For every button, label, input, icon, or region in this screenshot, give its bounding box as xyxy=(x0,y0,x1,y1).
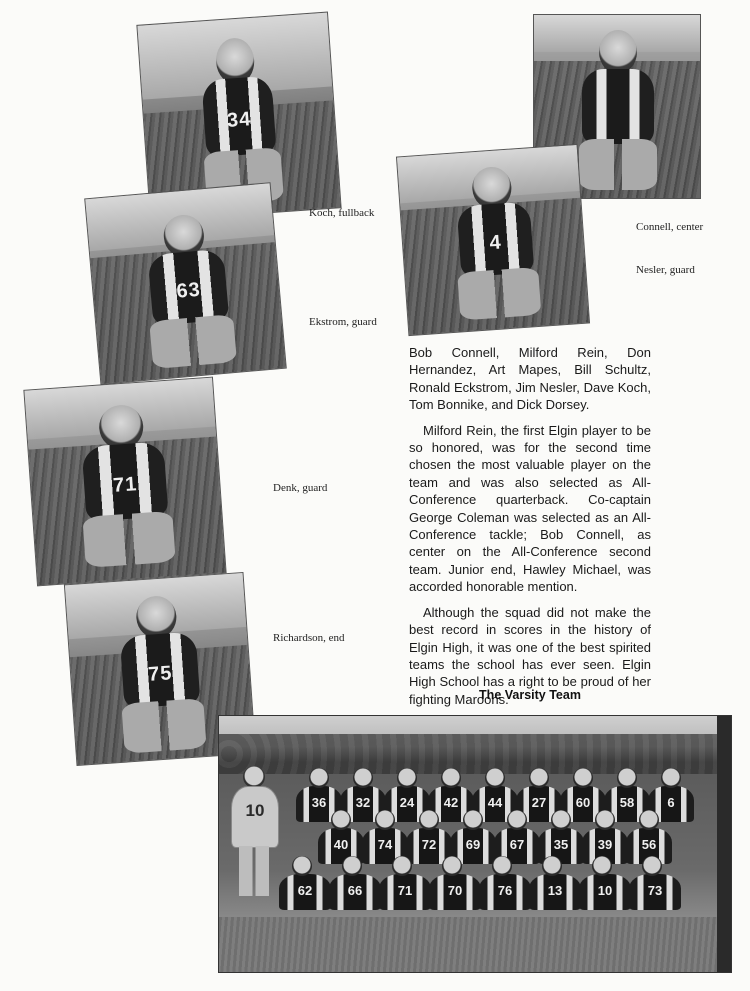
ekstrom-jersey-number: 63 xyxy=(175,279,202,304)
connell-caption: Connell, center xyxy=(636,221,704,233)
jersey-number: 58 xyxy=(619,795,635,810)
jersey xyxy=(529,874,581,910)
jersey-number: 44 xyxy=(487,795,503,810)
jersey-number: 40 xyxy=(333,837,349,852)
koch-caption: Koch, fullback xyxy=(309,207,375,219)
nesler-jersey-number: 4 xyxy=(488,231,503,255)
jersey-number: 42 xyxy=(443,795,459,810)
richardson-caption: Richardson, end xyxy=(273,632,345,644)
jersey-number: 10 xyxy=(597,883,613,898)
jersey-number: 32 xyxy=(355,795,371,810)
team-front-row xyxy=(219,874,731,910)
koch-jersey-number: 34 xyxy=(226,108,253,132)
jersey-number: 6 xyxy=(667,795,675,810)
jersey-number: 60 xyxy=(575,795,591,810)
jersey-number: 69 xyxy=(465,837,481,852)
jersey-number: 39 xyxy=(597,837,613,852)
jersey-number: 56 xyxy=(641,837,657,852)
nesler-photo xyxy=(396,144,590,336)
varsity-team-photo xyxy=(218,715,732,973)
jersey-number: 13 xyxy=(547,883,563,898)
jersey-number: 71 xyxy=(397,883,413,898)
jersey xyxy=(629,874,681,910)
coach-number: 10 xyxy=(245,801,265,820)
jersey-number: 70 xyxy=(447,883,463,898)
jersey xyxy=(279,874,331,910)
team-photo-title: The Varsity Team xyxy=(479,688,581,702)
article-paragraph-1: Bob Connell, Milford Rein, Don Hernandez, Art Mapes, Bill Schultz, Ronald Eckstrom, Jim Nesler, Dave Koch, Tom Bonnike, and Dick Dorsey. xyxy=(409,345,651,413)
article-paragraph-3: Although the squad did not make the best record in scores in the history of Elgin High, it was one of the best spirited teams the school has ever seen. Elgin High School has a right to be proud of her fighting Maroons. xyxy=(409,604,651,707)
jersey-number: 27 xyxy=(531,795,547,810)
denk-jersey-number: 71 xyxy=(112,472,139,497)
jersey xyxy=(479,874,531,910)
denk-caption: Denk, guard xyxy=(273,482,328,494)
jersey-number: 67 xyxy=(509,837,525,852)
article-body xyxy=(409,344,651,716)
jersey-number: 72 xyxy=(421,837,437,852)
article-paragraph-2: Milford Rein, the first Elgin player to be so honored, was for the second time chosen the most valuable player on the team and was also selected as All-Conference quarterback. Co-captain George Coleman was selected as an All-Conference tackle; Bob Connell, as center on the All-Conference second team. Junior end, Hawley Michael, was accorded honorable mention. xyxy=(409,422,651,595)
jersey-number: 76 xyxy=(497,883,513,898)
jersey-number: 24 xyxy=(399,795,415,810)
jersey-number: 73 xyxy=(647,883,663,898)
ekstrom-photo xyxy=(84,182,287,385)
jersey xyxy=(429,874,481,910)
jersey-number: 66 xyxy=(347,883,363,898)
ekstrom-caption: Ekstrom, guard xyxy=(309,316,377,328)
denk-photo xyxy=(23,377,226,587)
jersey-number: 62 xyxy=(297,883,313,898)
jersey-number: 36 xyxy=(311,795,327,810)
jersey-number: 35 xyxy=(553,837,569,852)
jersey xyxy=(379,874,431,910)
jersey-number: 74 xyxy=(377,837,393,852)
jersey xyxy=(579,874,631,910)
jersey xyxy=(329,874,381,910)
nesler-caption: Nesler, guard xyxy=(636,264,695,276)
richardson-jersey-number: 75 xyxy=(147,661,174,686)
